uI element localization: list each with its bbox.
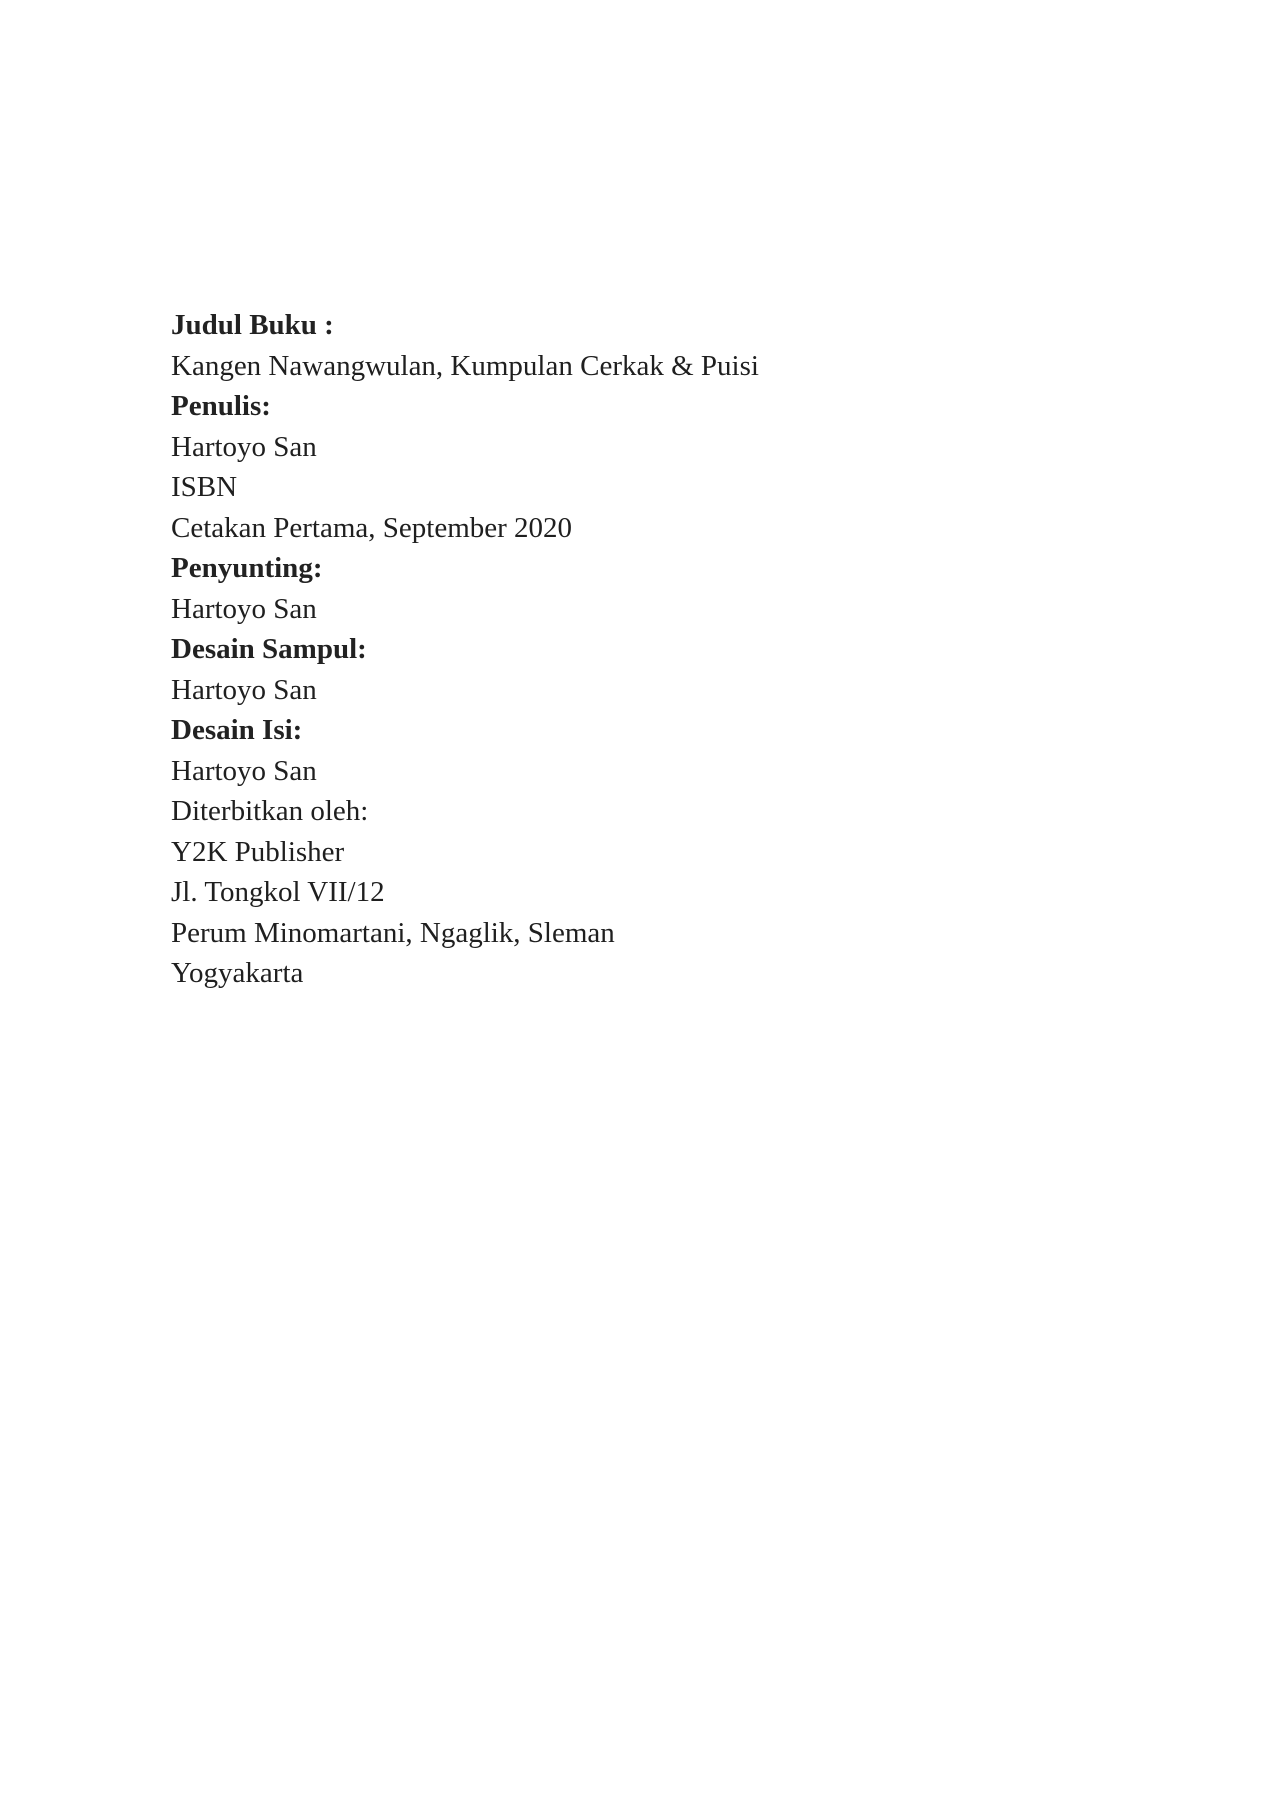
cover-design-value: Hartoyo San [171,673,317,706]
cover-design-label: Desain Sampul: [171,633,367,665]
isbn-line: ISBN [171,471,238,503]
publisher-address-city: Yogyakarta [171,957,304,989]
author-value: Hartoyo San [171,430,317,463]
published-by-label: Diterbitkan oleh: [171,795,369,827]
editor-label: Penyunting: [171,552,323,584]
book-title-value: Kangen Nawangwulan, Kumpulan Cerkak & Puisi [171,349,759,382]
interior-design-label: Desain Isi: [171,714,303,746]
interior-design-value: Hartoyo San [171,754,317,787]
book-title-label: Judul Buku : [171,309,334,341]
author-label: Penulis: [171,390,271,422]
edition-line: Cetakan Pertama, September 2020 [171,511,573,544]
publisher-address-area: Perum Minomartani, Ngaglik, Sleman [171,916,615,949]
editor-value: Hartoyo San [171,592,317,625]
publisher-name: Y2K Publisher [171,835,345,868]
colophon-block [171,305,759,994]
publisher-address-street: Jl. Tongkol VII/12 [171,876,385,908]
